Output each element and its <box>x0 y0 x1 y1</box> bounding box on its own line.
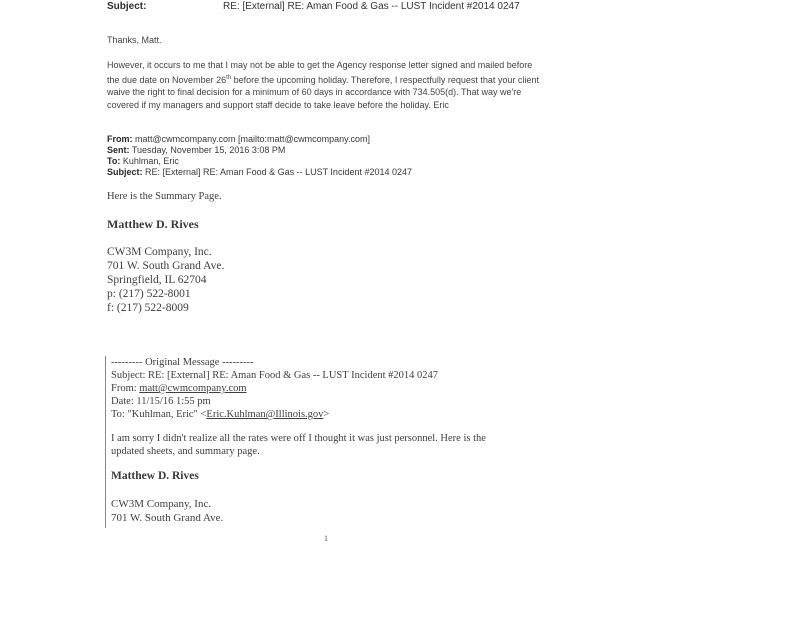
original-to-email-link[interactable]: Eric.Kuhlman@Illinois.gov <box>206 409 324 420</box>
signature-name: Matthew D. Rives <box>107 217 199 231</box>
original-signature-name: Matthew D. Rives <box>111 470 199 482</box>
original-divider: --------- Original Message --------- <box>111 357 254 368</box>
subject-value: RE: [External] RE: Aman Food & Gas -- LUST Incident #2014 0247 <box>223 1 520 12</box>
signature-address2: Springfield, IL 62704 <box>107 274 207 286</box>
original-signature-company: CW3M Company, Inc. <box>111 498 212 510</box>
original-subject <box>111 369 438 382</box>
original-date-label: Date: <box>111 396 134 407</box>
forwarded-subject-label: Subject: <box>107 167 143 177</box>
original-from-label: From: <box>111 383 137 394</box>
forwarded-sent-value: Tuesday, November 15, 2016 3:08 PM <box>131 145 286 155</box>
original-to-lt: < <box>200 409 207 420</box>
signature-company: CW3M Company, Inc. <box>107 246 212 258</box>
original-from <box>111 382 247 395</box>
forwarded-body: Here is the Summary Page. <box>107 191 222 202</box>
forwarded-subject <box>107 167 412 178</box>
forwarded-sent <box>107 145 285 156</box>
original-to-gt: > <box>323 409 330 420</box>
original-date-value: 11/15/16 1:55 pm <box>136 396 211 407</box>
subject-label: Subject: <box>107 1 147 12</box>
forwarded-to <box>107 156 179 167</box>
forwarded-subject-value: RE: [External] RE: Aman Food & Gas -- LUST Incident #2014 0247 <box>145 167 413 177</box>
original-from-link[interactable]: matt@cwmcompany.com <box>139 383 247 394</box>
page-number: 1 <box>324 534 328 543</box>
original-subject-label: Subject: <box>111 370 146 381</box>
original-date <box>111 395 211 408</box>
original-signature-address1: 701 W. South Grand Ave. <box>111 512 224 524</box>
signature-address1: 701 W. South Grand Ave. <box>107 260 225 272</box>
forwarded-sent-label: Sent: <box>107 145 130 155</box>
original-to-label: To: <box>111 409 125 420</box>
reply-body-superscript: th <box>226 74 232 81</box>
signature-phone: p: (217) 522-8001 <box>107 288 191 300</box>
forwarded-from <box>107 134 370 145</box>
reply-greeting: Thanks, Matt. <box>107 35 162 45</box>
forwarded-from-label: From: <box>107 134 133 144</box>
signature-fax: f: (217) 522-8009 <box>107 302 189 314</box>
reply-body-part2: before the upcoming holiday. Therefore, I respectfully request that your client waive the right to final decision for a minimum of 60 days in accordance with 734.505(d). That way we're covered if my managers and support staff decide to take leave before the holiday. Eric <box>107 74 539 110</box>
forwarded-to-label: To: <box>107 156 121 166</box>
original-to <box>111 408 329 421</box>
forwarded-to-value: Kuhlman, Eric <box>122 156 179 166</box>
original-subject-value: RE: [External] RE: Aman Food & Gas -- LUST Incident #2014 0247 <box>148 370 439 381</box>
reply-body-part1: However, it occurs to me that I may not be able to get the Agency response letter signed and mailed before the due date on November 26 <box>107 60 533 85</box>
reply-body <box>107 59 547 111</box>
original-to-name: "Kuhlman, Eric" <box>127 409 198 420</box>
forwarded-from-value: matt@cwmcompany.com [mailto:matt@cwmcompany.com] <box>135 134 371 144</box>
original-body: I am sorry I didn't realize all the rates were off I thought it was just personnel. Here is the updated sheets, and summary page. <box>111 433 486 457</box>
